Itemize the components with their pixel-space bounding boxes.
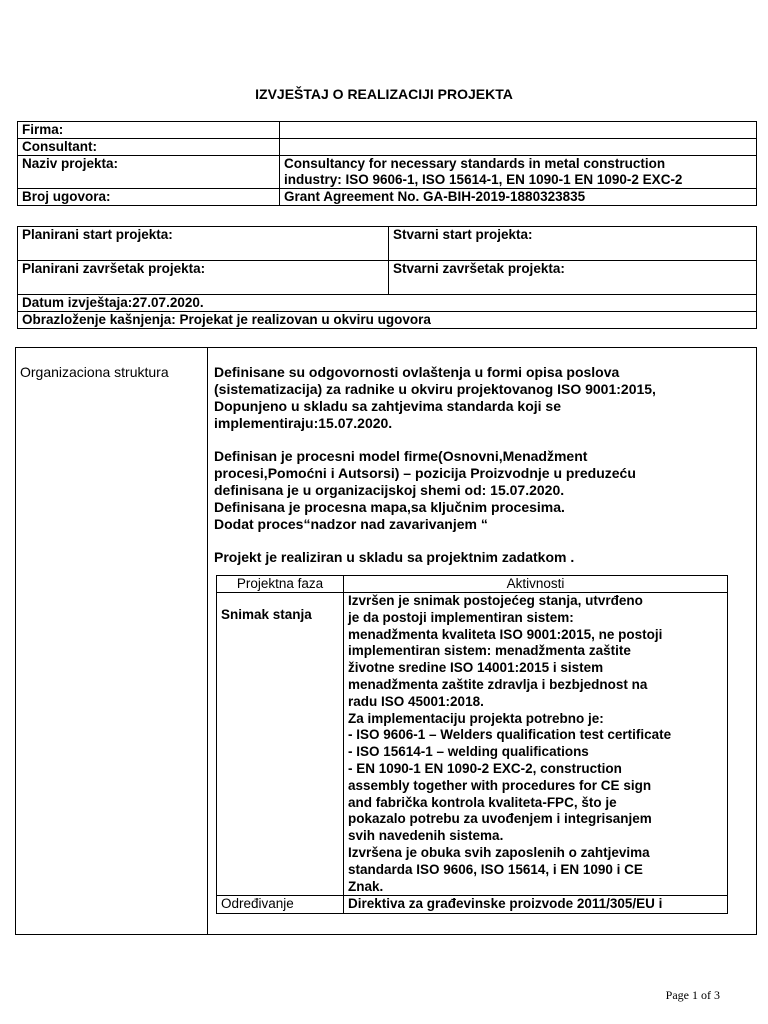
firma-value [280,122,757,139]
activity-line: Za implementaciju projekta potrebno je: [348,710,604,726]
naziv-line-2: industry: ISO 9606-1, ISO 15614-1, EN 1090-1 EN 1090-2 EXC-2 [284,172,683,187]
activity-line: Znak. [348,878,384,894]
stvarni-zavrsetak: Stvarni završetak projekta: [389,261,757,295]
phase-odredivanje: Određivanje [217,896,344,914]
text-line: Dopunjeno u skladu sa zahtjevima standarda koji se [214,398,561,414]
paragraph-process-model [214,448,752,533]
activity-line: - ISO 15614-1 – welding qualifications [348,744,589,760]
phase-table [216,575,728,914]
schedule-table [17,226,757,329]
consultant-value [280,139,757,156]
paragraph-responsibilities [214,364,752,432]
activity-line: Direktiva za građevinske proizvode 2011/305/EU i [348,896,663,912]
datum-izvjestaja: Datum izvještaja:27.07.2020. [18,295,757,312]
project-info-table [17,121,757,206]
text-line: procesi,Pomoćni i Autsorsi) – pozicija Proizvodnje u preduzeću [214,465,636,481]
broj-ugovora-value: Grant Agreement No. GA-BIH-2019-1880323835 [280,189,757,206]
page-number: Page 1 of 3 [665,988,720,1002]
consultant-label: Consultant: [18,139,280,156]
activity-line: - EN 1090-1 EN 1090-2 EXC-2, construction [348,760,622,776]
planirani-start: Planirani start projekta: [18,227,389,261]
activity-line: and fabrička kontrola kvaliteta-FPC, što je [348,794,617,810]
activity-line: radu ISO 45001:2018. [348,693,484,709]
text-line: Definisana je procesna mapa,sa ključnim procesima. [214,499,565,515]
activity-line: pokazalo potrebu za uvođenjem i integrisanjem [348,811,652,827]
text-line: implementiraju:15.07.2020. [214,415,393,431]
activity-line: Izvršen je snimak postojećeg stanja, utvrđeno [348,593,643,608]
stvarni-start: Stvarni start projekta: [389,227,757,261]
document-title: IZVJEŠTAJ O REALIZACIJI PROJEKTA [255,86,513,102]
activity-line: implementiran sistem: menadžmenta zaštite [348,643,631,659]
activity-line: assembly together with procedures for CE sign [348,777,652,793]
activity-line: Izvršena je obuka svih zaposlenih o zahtjevima [348,844,650,860]
org-structure-table [15,347,757,935]
text-line: Definisan je procesni model firme(Osnovni,Menadžment [214,448,588,464]
text-line: (sistematizacija) za radnike u okviru projektovanog ISO 9001:2015, [214,381,656,397]
broj-ugovora-label: Broj ugovora: [18,189,280,206]
activities-odredivanje [344,896,728,914]
firma-label: Firma: [18,122,280,139]
naziv-projekta-value [280,156,757,189]
phase-snimak-stanja: Snimak stanja [217,593,344,896]
naziv-projekta-label: Naziv projekta: [18,156,280,189]
activity-line: svih navedenih sistema. [348,828,504,844]
text-line: Dodat proces“nadzor nad zavarivanjem “ [214,516,488,532]
activity-line: životne sredine ISO 14001:2015 i sistem [348,660,604,676]
activity-line: je da postoji implementiran sistem: [348,609,574,625]
naziv-line-1: Consultancy for necessary standards in metal construction [284,156,666,171]
org-structure-content [208,348,757,935]
activity-line: standarda ISO 9606, ISO 15614, i EN 1090 i CE [348,861,643,877]
header-activities: Aktivnosti [344,576,728,593]
planirani-zavrsetak: Planirani završetak projekta: [18,261,389,295]
text-line: definisana je u organizacijskoj shemi od: 15.07.2020. [214,482,565,498]
paragraph-realized: Projekt je realiziran u skladu sa projektnim zadatkom . [214,549,575,565]
activities-snimak-stanja [344,593,728,896]
activity-line: menadžmenta zaštite zdravlja i bezbjednost na [348,676,648,692]
org-structure-label: Organizaciona struktura [16,348,208,935]
header-phase: Projektna faza [217,576,344,593]
text-line: Definisane su odgovornosti ovlaštenja u formi opisa poslova [214,364,620,380]
obrazlozenje-kasnjenja: Obrazloženje kašnjenja: Projekat je realizovan u okviru ugovora [18,312,757,329]
activity-line: menadžmenta kvaliteta ISO 9001:2015, ne postoji [348,626,663,642]
activity-line: - ISO 9606-1 – Welders qualification test certificate [348,727,672,743]
